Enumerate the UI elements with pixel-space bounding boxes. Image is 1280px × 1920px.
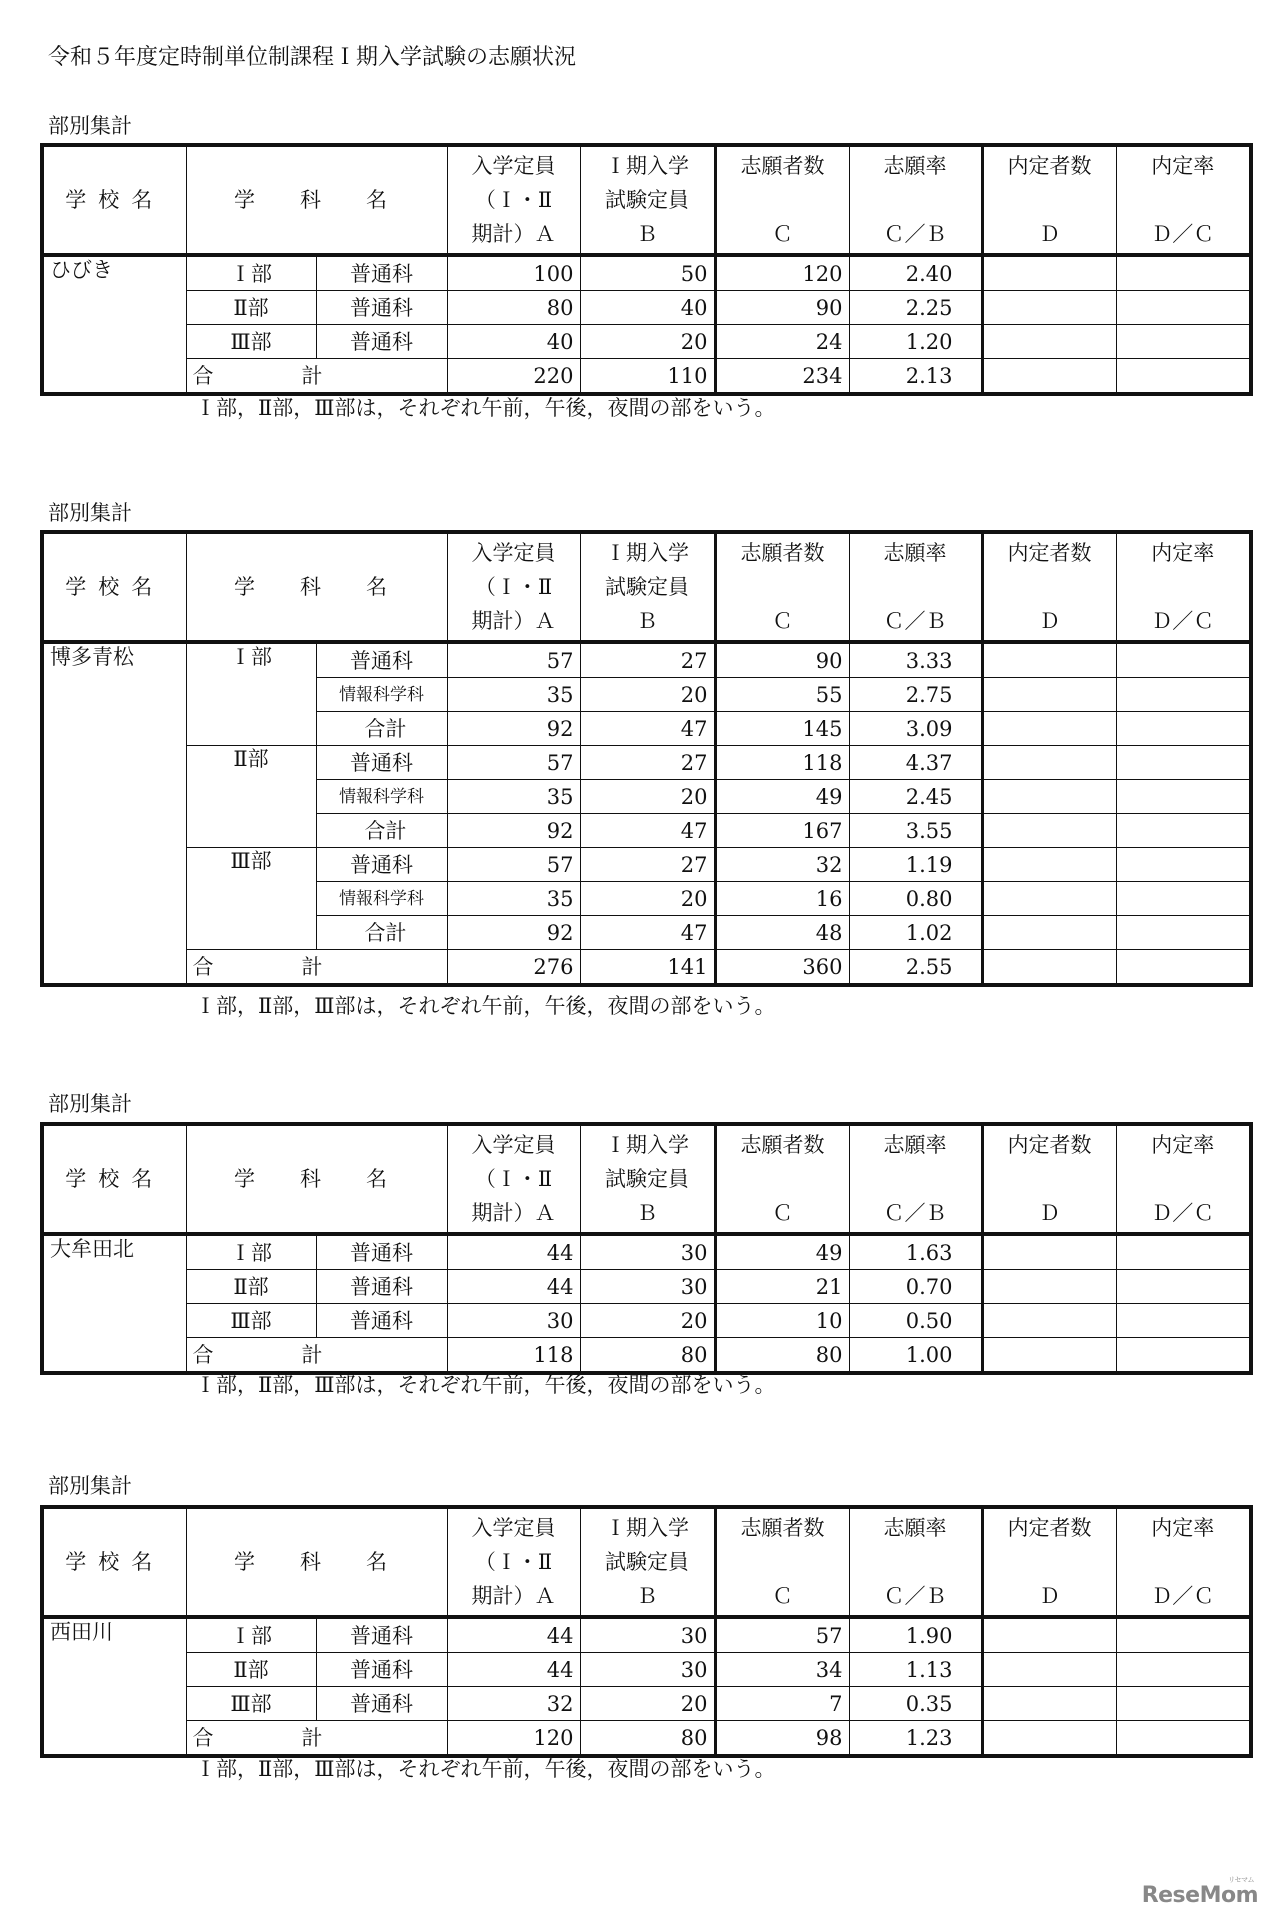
bu-label: Ⅲ部 bbox=[186, 1304, 316, 1338]
cell-exam-capacity: 47 bbox=[580, 712, 715, 746]
cell-app-rate: 2.75 bbox=[849, 678, 982, 712]
bu-label: Ｉ部 bbox=[186, 1234, 316, 1270]
cell-applicants: 49 bbox=[715, 1234, 849, 1270]
grand-total-row bbox=[42, 359, 1251, 395]
cell-app-rate: 2.45 bbox=[849, 780, 982, 814]
grand-total-row bbox=[42, 1338, 1251, 1374]
subject-name: 普通科 bbox=[316, 1270, 447, 1304]
cell-app-rate: 1.00 bbox=[849, 1338, 982, 1374]
header-admit-rate: 内定率 Ｄ／Ｃ bbox=[1116, 145, 1251, 255]
subject-name: 情報科学科 bbox=[316, 678, 447, 712]
table-row bbox=[42, 1304, 1251, 1338]
cell-capacity: 120 bbox=[447, 1721, 580, 1757]
cell-app-rate: 3.33 bbox=[849, 642, 982, 678]
header-dept: 学 科 名 bbox=[186, 532, 447, 642]
subject-name: 普通科 bbox=[316, 1234, 447, 1270]
cell-admit-rate bbox=[1116, 712, 1251, 746]
cell-capacity: 35 bbox=[447, 882, 580, 916]
header-applicants: 志願者数 Ｃ bbox=[715, 1507, 849, 1617]
bu-label: Ⅱ部 bbox=[186, 1270, 316, 1304]
cell-app-rate: 1.23 bbox=[849, 1721, 982, 1757]
grand-total-row bbox=[42, 1721, 1251, 1757]
cell-admitted bbox=[982, 1653, 1116, 1687]
cell-admitted bbox=[982, 882, 1116, 916]
cell-applicants: 80 bbox=[715, 1338, 849, 1374]
cell-admitted bbox=[982, 678, 1116, 712]
cell-capacity: 92 bbox=[447, 916, 580, 950]
cell-admitted bbox=[982, 291, 1116, 325]
header-admitted: 内定者数 Ｄ bbox=[982, 145, 1116, 255]
cell-capacity: 57 bbox=[447, 848, 580, 882]
section-label: 部別集計 bbox=[48, 114, 132, 138]
cell-applicants: 24 bbox=[715, 325, 849, 359]
cell-applicants: 49 bbox=[715, 780, 849, 814]
header-school: 学校名 bbox=[42, 532, 186, 642]
cell-applicants: 118 bbox=[715, 746, 849, 780]
cell-capacity: 44 bbox=[447, 1234, 580, 1270]
cell-admitted bbox=[982, 814, 1116, 848]
cell-exam-capacity: 50 bbox=[580, 255, 715, 291]
cell-admit-rate bbox=[1116, 255, 1251, 291]
note-text: Ｉ部，Ⅱ部，Ⅲ部は，それぞれ午前，午後，夜間の部をいう。 bbox=[195, 994, 776, 1018]
table-row bbox=[42, 255, 1251, 291]
cell-app-rate: 1.02 bbox=[849, 916, 982, 950]
cell-admit-rate bbox=[1116, 882, 1251, 916]
cell-exam-capacity: 20 bbox=[580, 780, 715, 814]
bu-label: Ⅱ部 bbox=[186, 746, 316, 848]
grand-total-label: 合 計 bbox=[186, 1338, 447, 1374]
cell-admit-rate bbox=[1116, 848, 1251, 882]
cell-exam-capacity: 30 bbox=[580, 1617, 715, 1653]
cell-app-rate: 3.09 bbox=[849, 712, 982, 746]
cell-admitted bbox=[982, 780, 1116, 814]
subject-name: 普通科 bbox=[316, 291, 447, 325]
cell-app-rate: 1.63 bbox=[849, 1234, 982, 1270]
cell-app-rate: 1.19 bbox=[849, 848, 982, 882]
cell-admitted bbox=[982, 1617, 1116, 1653]
cell-admit-rate bbox=[1116, 1270, 1251, 1304]
bu-label: Ｉ部 bbox=[186, 255, 316, 291]
cell-admitted bbox=[982, 255, 1116, 291]
header-app-rate: 志願率 Ｃ／Ｂ bbox=[849, 145, 982, 255]
cell-exam-capacity: 40 bbox=[580, 291, 715, 325]
table-row bbox=[42, 642, 1251, 678]
cell-app-rate: 4.37 bbox=[849, 746, 982, 780]
cell-applicants: 98 bbox=[715, 1721, 849, 1757]
note-text: Ｉ部，Ⅱ部，Ⅲ部は，それぞれ午前，午後，夜間の部をいう。 bbox=[195, 396, 776, 420]
header-school: 学校名 bbox=[42, 1124, 186, 1234]
cell-capacity: 32 bbox=[447, 1687, 580, 1721]
cell-exam-capacity: 80 bbox=[580, 1338, 715, 1374]
section-label: 部別集計 bbox=[48, 501, 132, 525]
cell-capacity: 118 bbox=[447, 1338, 580, 1374]
header-admit-rate: 内定率 Ｄ／Ｃ bbox=[1116, 1507, 1251, 1617]
subject-name: 普通科 bbox=[316, 746, 447, 780]
bu-label: Ｉ部 bbox=[186, 642, 316, 746]
header-dept: 学 科 名 bbox=[186, 1507, 447, 1617]
cell-capacity: 220 bbox=[447, 359, 580, 395]
subject-name: 普通科 bbox=[316, 325, 447, 359]
cell-admitted bbox=[982, 1721, 1116, 1757]
header-app-rate: 志願率 Ｃ／Ｂ bbox=[849, 532, 982, 642]
header-dept: 学 科 名 bbox=[186, 145, 447, 255]
cell-admit-rate bbox=[1116, 1304, 1251, 1338]
grand-total-label: 合 計 bbox=[186, 1721, 447, 1757]
cell-capacity: 44 bbox=[447, 1653, 580, 1687]
cell-admitted bbox=[982, 712, 1116, 746]
cell-admit-rate bbox=[1116, 916, 1251, 950]
cell-exam-capacity: 47 bbox=[580, 916, 715, 950]
cell-admitted bbox=[982, 950, 1116, 986]
cell-admitted bbox=[982, 1687, 1116, 1721]
cell-admit-rate bbox=[1116, 291, 1251, 325]
table-row bbox=[42, 1234, 1251, 1270]
header-school: 学校名 bbox=[42, 1507, 186, 1617]
table-row bbox=[42, 1617, 1251, 1653]
subtotal-label: 合計 bbox=[316, 814, 447, 848]
cell-exam-capacity: 20 bbox=[580, 678, 715, 712]
school-name: ひびき bbox=[42, 255, 186, 394]
cell-exam-capacity: 30 bbox=[580, 1234, 715, 1270]
table-row bbox=[42, 848, 1251, 882]
header-capacity: 入学定員 （Ｉ・Ⅱ 期計）Ａ bbox=[447, 145, 580, 255]
header-capacity: 入学定員 （Ｉ・Ⅱ 期計）Ａ bbox=[447, 1124, 580, 1234]
cell-app-rate: 0.50 bbox=[849, 1304, 982, 1338]
header-admit-rate: 内定率 Ｄ／Ｃ bbox=[1116, 532, 1251, 642]
subject-name: 普通科 bbox=[316, 1653, 447, 1687]
header-applicants: 志願者数 Ｃ bbox=[715, 1124, 849, 1234]
header-admitted: 内定者数 Ｄ bbox=[982, 1507, 1116, 1617]
page-title: 令和５年度定時制単位制課程Ｉ期入学試験の志願状況 bbox=[48, 45, 577, 70]
header-admitted: 内定者数 Ｄ bbox=[982, 532, 1116, 642]
cell-admit-rate bbox=[1116, 1653, 1251, 1687]
header-admitted: 内定者数 Ｄ bbox=[982, 1124, 1116, 1234]
cell-applicants: 32 bbox=[715, 848, 849, 882]
header-app-rate: 志願率 Ｃ／Ｂ bbox=[849, 1507, 982, 1617]
grand-total-label: 合 計 bbox=[186, 359, 447, 395]
grand-total-label: 合 計 bbox=[186, 950, 447, 986]
bu-label: Ⅲ部 bbox=[186, 848, 316, 950]
cell-admitted bbox=[982, 848, 1116, 882]
bu-label: Ｉ部 bbox=[186, 1617, 316, 1653]
school-name: 大牟田北 bbox=[42, 1234, 186, 1373]
cell-exam-capacity: 27 bbox=[580, 642, 715, 678]
cell-capacity: 100 bbox=[447, 255, 580, 291]
cell-exam-capacity: 30 bbox=[580, 1270, 715, 1304]
cell-applicants: 7 bbox=[715, 1687, 849, 1721]
cell-admit-rate bbox=[1116, 1234, 1251, 1270]
header-dept: 学 科 名 bbox=[186, 1124, 447, 1234]
section-label: 部別集計 bbox=[48, 1474, 132, 1498]
cell-app-rate: 2.55 bbox=[849, 950, 982, 986]
school-name: 西田川 bbox=[42, 1617, 186, 1756]
header-row bbox=[42, 1124, 1251, 1234]
cell-applicants: 167 bbox=[715, 814, 849, 848]
table-row bbox=[42, 325, 1251, 359]
cell-admit-rate bbox=[1116, 359, 1251, 395]
cell-exam-capacity: 110 bbox=[580, 359, 715, 395]
cell-admitted bbox=[982, 916, 1116, 950]
subject-name: 普通科 bbox=[316, 1687, 447, 1721]
cell-admitted bbox=[982, 1338, 1116, 1374]
bu-label: Ⅱ部 bbox=[186, 291, 316, 325]
cell-admitted bbox=[982, 1234, 1116, 1270]
cell-admitted bbox=[982, 359, 1116, 395]
section-label: 部別集計 bbox=[48, 1092, 132, 1116]
header-applicants: 志願者数 Ｃ bbox=[715, 532, 849, 642]
cell-admitted bbox=[982, 1270, 1116, 1304]
grand-total-row bbox=[42, 950, 1251, 986]
cell-capacity: 40 bbox=[447, 325, 580, 359]
header-row bbox=[42, 145, 1251, 255]
subject-name: 情報科学科 bbox=[316, 882, 447, 916]
note-text: Ｉ部，Ⅱ部，Ⅲ部は，それぞれ午前，午後，夜間の部をいう。 bbox=[195, 1757, 776, 1781]
cell-admit-rate bbox=[1116, 325, 1251, 359]
cell-admitted bbox=[982, 1304, 1116, 1338]
cell-app-rate: 2.40 bbox=[849, 255, 982, 291]
header-applicants: 志願者数 Ｃ bbox=[715, 145, 849, 255]
subtotal-label: 合計 bbox=[316, 712, 447, 746]
cell-capacity: 57 bbox=[447, 642, 580, 678]
cell-app-rate: 0.35 bbox=[849, 1687, 982, 1721]
cell-admit-rate bbox=[1116, 950, 1251, 986]
subject-name: 普通科 bbox=[316, 255, 447, 291]
subject-name: 普通科 bbox=[316, 1304, 447, 1338]
cell-applicants: 57 bbox=[715, 1617, 849, 1653]
cell-capacity: 80 bbox=[447, 291, 580, 325]
bu-label: Ⅱ部 bbox=[186, 1653, 316, 1687]
cell-applicants: 10 bbox=[715, 1304, 849, 1338]
cell-exam-capacity: 141 bbox=[580, 950, 715, 986]
header-capacity: 入学定員 （Ｉ・Ⅱ 期計）Ａ bbox=[447, 532, 580, 642]
subject-name: 普通科 bbox=[316, 642, 447, 678]
cell-applicants: 234 bbox=[715, 359, 849, 395]
cell-capacity: 35 bbox=[447, 780, 580, 814]
cell-applicants: 55 bbox=[715, 678, 849, 712]
cell-capacity: 92 bbox=[447, 814, 580, 848]
header-exam-capacity: Ｉ期入学 試験定員 Ｂ bbox=[580, 145, 715, 255]
cell-capacity: 44 bbox=[447, 1617, 580, 1653]
cell-applicants: 145 bbox=[715, 712, 849, 746]
cell-app-rate: 0.80 bbox=[849, 882, 982, 916]
cell-admit-rate bbox=[1116, 1338, 1251, 1374]
resemom-logo: ReseMom リセマム bbox=[1141, 1876, 1258, 1908]
table-row bbox=[42, 746, 1251, 780]
header-exam-capacity: Ｉ期入学 試験定員 Ｂ bbox=[580, 532, 715, 642]
cell-app-rate: 1.90 bbox=[849, 1617, 982, 1653]
cell-applicants: 48 bbox=[715, 916, 849, 950]
subject-name: 情報科学科 bbox=[316, 780, 447, 814]
cell-exam-capacity: 20 bbox=[580, 1687, 715, 1721]
cell-applicants: 360 bbox=[715, 950, 849, 986]
header-row bbox=[42, 1507, 1251, 1617]
header-exam-capacity: Ｉ期入学 試験定員 Ｂ bbox=[580, 1507, 715, 1617]
cell-applicants: 90 bbox=[715, 291, 849, 325]
table-row bbox=[42, 291, 1251, 325]
cell-exam-capacity: 47 bbox=[580, 814, 715, 848]
cell-capacity: 57 bbox=[447, 746, 580, 780]
cell-app-rate: 2.25 bbox=[849, 291, 982, 325]
cell-exam-capacity: 20 bbox=[580, 1304, 715, 1338]
cell-capacity: 92 bbox=[447, 712, 580, 746]
table-row bbox=[42, 1687, 1251, 1721]
cell-admit-rate bbox=[1116, 642, 1251, 678]
cell-exam-capacity: 27 bbox=[580, 746, 715, 780]
cell-app-rate: 3.55 bbox=[849, 814, 982, 848]
cell-admit-rate bbox=[1116, 746, 1251, 780]
cell-applicants: 21 bbox=[715, 1270, 849, 1304]
cell-admitted bbox=[982, 642, 1116, 678]
table-row bbox=[42, 1653, 1251, 1687]
cell-admitted bbox=[982, 746, 1116, 780]
cell-exam-capacity: 30 bbox=[580, 1653, 715, 1687]
header-app-rate: 志願率 Ｃ／Ｂ bbox=[849, 1124, 982, 1234]
cell-applicants: 16 bbox=[715, 882, 849, 916]
cell-exam-capacity: 27 bbox=[580, 848, 715, 882]
school-name: 博多青松 bbox=[42, 642, 186, 985]
bu-label: Ⅲ部 bbox=[186, 325, 316, 359]
cell-app-rate: 0.70 bbox=[849, 1270, 982, 1304]
header-admit-rate: 内定率 Ｄ／Ｃ bbox=[1116, 1124, 1251, 1234]
cell-applicants: 90 bbox=[715, 642, 849, 678]
subtotal-label: 合計 bbox=[316, 916, 447, 950]
table-row bbox=[42, 1270, 1251, 1304]
cell-capacity: 30 bbox=[447, 1304, 580, 1338]
cell-admit-rate bbox=[1116, 780, 1251, 814]
cell-exam-capacity: 20 bbox=[580, 882, 715, 916]
note-text: Ｉ部，Ⅱ部，Ⅲ部は，それぞれ午前，午後，夜間の部をいう。 bbox=[195, 1373, 776, 1397]
cell-capacity: 276 bbox=[447, 950, 580, 986]
cell-exam-capacity: 20 bbox=[580, 325, 715, 359]
subject-name: 普通科 bbox=[316, 1617, 447, 1653]
header-school: 学校名 bbox=[42, 145, 186, 255]
cell-admit-rate bbox=[1116, 1721, 1251, 1757]
subject-name: 普通科 bbox=[316, 848, 447, 882]
cell-admit-rate bbox=[1116, 1617, 1251, 1653]
cell-app-rate: 1.20 bbox=[849, 325, 982, 359]
cell-exam-capacity: 80 bbox=[580, 1721, 715, 1757]
cell-capacity: 44 bbox=[447, 1270, 580, 1304]
cell-admit-rate bbox=[1116, 1687, 1251, 1721]
cell-applicants: 120 bbox=[715, 255, 849, 291]
cell-app-rate: 1.13 bbox=[849, 1653, 982, 1687]
cell-applicants: 34 bbox=[715, 1653, 849, 1687]
cell-admitted bbox=[982, 325, 1116, 359]
cell-capacity: 35 bbox=[447, 678, 580, 712]
cell-admit-rate bbox=[1116, 678, 1251, 712]
bu-label: Ⅲ部 bbox=[186, 1687, 316, 1721]
header-capacity: 入学定員 （Ｉ・Ⅱ 期計）Ａ bbox=[447, 1507, 580, 1617]
header-row bbox=[42, 532, 1251, 642]
cell-app-rate: 2.13 bbox=[849, 359, 982, 395]
cell-admit-rate bbox=[1116, 814, 1251, 848]
header-exam-capacity: Ｉ期入学 試験定員 Ｂ bbox=[580, 1124, 715, 1234]
